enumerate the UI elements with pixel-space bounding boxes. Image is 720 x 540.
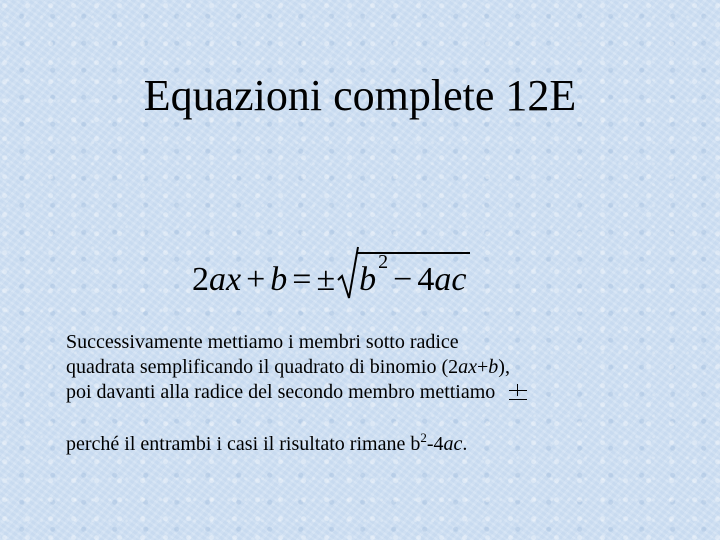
paragraph-minus-four: -4 [426, 433, 444, 455]
radicand-ac: ac [434, 261, 467, 298]
equation-term-b: b [270, 261, 288, 298]
radicand-minus: − [393, 261, 413, 298]
paragraph-line-3-text: poi davanti alla radice del secondo membro mettiamo [66, 381, 496, 403]
paragraph-line-4 [66, 432, 467, 457]
square-root [337, 246, 470, 300]
slide-title: Equazioni complete 12E [143, 71, 577, 120]
quadratic-equation [192, 244, 470, 300]
paragraph-line-4-text: perché il entrambi i casi il risultato rimane b [66, 433, 421, 455]
paragraph-line-3 [66, 380, 666, 405]
equation-plus: + [246, 261, 266, 298]
radicand-b: b [359, 261, 377, 298]
paragraph-line-2-text: quadrata semplificando il quadrato di binomio (2 [66, 356, 459, 378]
equation-term-ax: ax [209, 261, 242, 298]
explanation-paragraph [66, 330, 666, 405]
plus-minus-icon [505, 384, 531, 404]
radicand-four: 4 [417, 261, 435, 298]
paragraph-plus: + [477, 356, 489, 378]
paragraph-term-b: b [488, 356, 499, 378]
equation-equals: = [292, 261, 312, 298]
paragraph-line-1: Successivamente mettiamo i membri sotto radice [66, 331, 459, 353]
paragraph-term-ax: ax [458, 356, 478, 378]
paragraph-period: . [462, 433, 468, 455]
radicand-exponent: 2 [378, 251, 389, 273]
equation-coefficient: 2 [192, 261, 209, 298]
radical-sign-icon [337, 246, 359, 300]
equation-plus-minus: ± [316, 261, 336, 298]
paragraph-line-2-end: ), [498, 356, 510, 378]
paragraph-line-2 [66, 355, 666, 380]
paragraph-term-ac: ac [443, 433, 463, 455]
paragraph-exponent: 2 [420, 430, 427, 445]
radicand [357, 252, 470, 300]
